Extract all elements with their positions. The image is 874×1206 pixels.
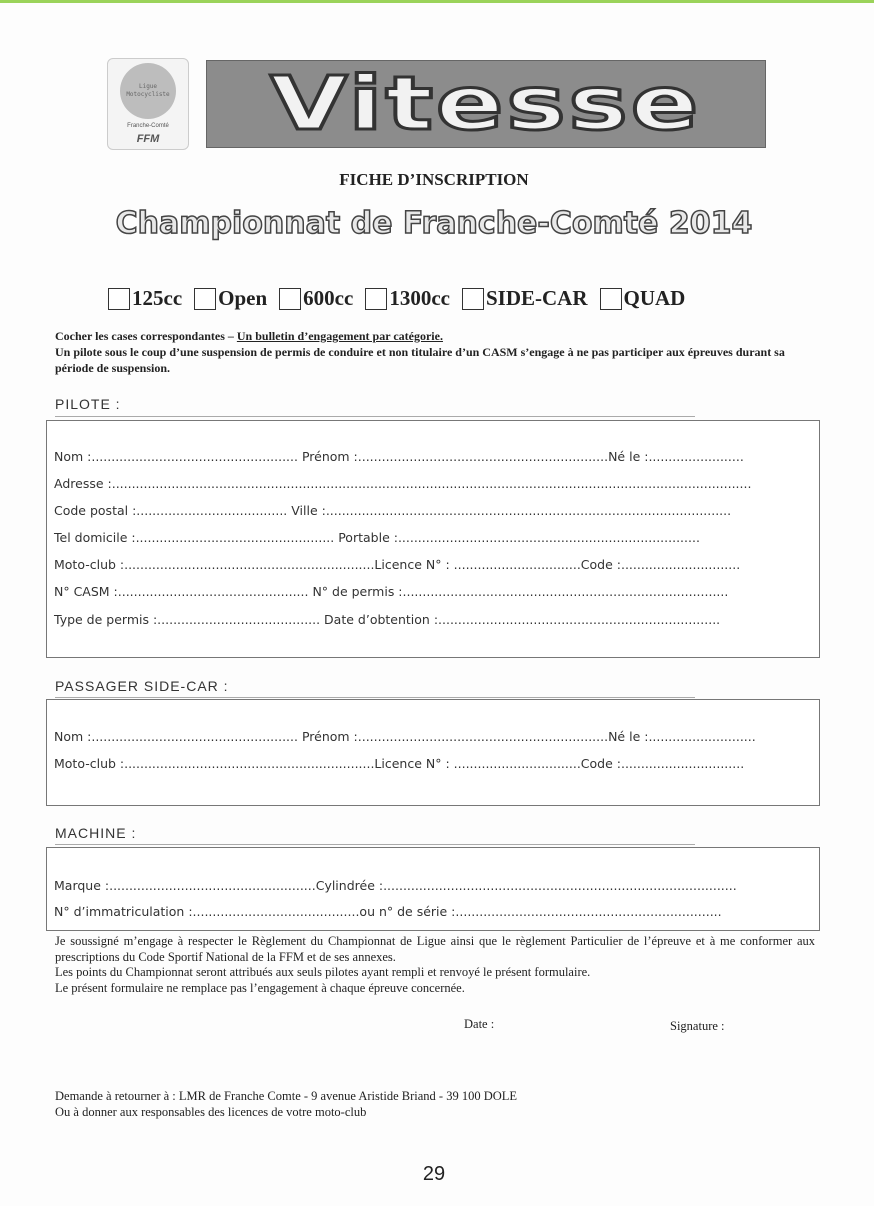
- instruction-underlined: Un bulletin d’engagement par catégorie.: [236, 329, 443, 343]
- checkbox-quad[interactable]: [600, 288, 622, 310]
- legal-paragraph: Les points du Championnat seront attribués aux seuls pilotes ayant rempli et renvoyé le présent formulaire.: [55, 965, 591, 979]
- category-quad[interactable]: [600, 286, 686, 311]
- page-number: 29: [422, 1163, 446, 1185]
- category-label: Open: [218, 286, 268, 310]
- pilote-postcode-field[interactable]: Code postal :...................................... Ville :......................................................................................................: [54, 503, 732, 518]
- category-label: SIDE-CAR: [485, 286, 588, 310]
- section-rule: [55, 844, 695, 845]
- return-line: Ou à donner aux responsables des licences de votre moto-club: [55, 1105, 367, 1119]
- machine-registration-field[interactable]: N° d’immatriculation :..........................................ou n° de série :...................................................................: [54, 904, 722, 919]
- category-label: 600cc: [303, 286, 354, 310]
- championship-title: Championnat de Franche-Comté 2014: [115, 206, 753, 241]
- pilote-club-field[interactable]: Moto-club :...............................................................Licence N° : ................................Code :..............................: [54, 557, 741, 572]
- category-label: QUAD: [623, 286, 686, 310]
- passager-box: [46, 699, 820, 806]
- pilote-phone-field[interactable]: Tel domicile :.................................................. Portable :............................................................................: [54, 530, 700, 545]
- category-label: 125cc: [132, 286, 183, 310]
- checkbox-open[interactable]: [194, 288, 216, 310]
- legal-paragraph: Je soussigné m’engage à respecter le Règlement du Championnat de Ligue ainsi que le règlement Particulier de l’épreuve et à me conformer aux prescriptions du Code Sportif National de la FFM et de ses annexes.: [55, 934, 815, 964]
- category-open[interactable]: [194, 286, 267, 311]
- legal-statement: [55, 934, 815, 996]
- legal-paragraph: Le présent formulaire ne remplace pas l’engagement à chaque épreuve concernée.: [55, 980, 465, 995]
- category-600cc[interactable]: [279, 286, 353, 311]
- return-address: [55, 1088, 517, 1120]
- logo-ffm: FFM: [136, 133, 160, 145]
- date-label: Date :: [464, 1017, 495, 1031]
- pilote-name-field[interactable]: Nom :.................................................... Prénom :...............................................................Né le :........................: [54, 449, 744, 464]
- suspension-notice: Un pilote sous le coup d’une suspension de permis de conduire et non titulaire d’un CASM s’engage à ne pas participer aux épreuves durant sa période de suspension.: [55, 345, 785, 375]
- category-1300cc[interactable]: [365, 286, 450, 311]
- checkbox-1300cc[interactable]: [365, 288, 387, 310]
- top-edge-line: [0, 0, 874, 3]
- pilote-casm-field[interactable]: N° CASM :................................................ N° de permis :..................................................................................: [54, 584, 729, 599]
- instruction-text: Cocher les cases correspondantes –: [55, 329, 237, 343]
- section-title-passager: PASSAGER SIDE-CAR :: [55, 678, 229, 694]
- category-checkboxes: [108, 286, 685, 311]
- title-banner: [206, 60, 766, 148]
- section-title-pilote: PILOTE :: [55, 396, 121, 412]
- banner-title: Vitesse: [270, 61, 702, 147]
- logo-region: Franche-Comté: [127, 123, 169, 129]
- checkbox-side-car[interactable]: [462, 288, 484, 310]
- category-side-car[interactable]: [462, 286, 588, 311]
- league-logo: [107, 58, 189, 150]
- section-rule: [55, 416, 695, 417]
- passager-name-field[interactable]: Nom :.................................................... Prénom :...............................................................Né le :...........................: [54, 729, 756, 744]
- form-heading: FICHE D’INSCRIPTION: [339, 170, 529, 189]
- category-label: 1300cc: [389, 286, 450, 310]
- logo-circle-text: Ligue Motocycliste: [126, 83, 170, 98]
- checkbox-600cc[interactable]: [279, 288, 301, 310]
- section-rule: [55, 697, 695, 698]
- passager-club-field[interactable]: Moto-club :...............................................................Licence N° : ................................Code :...............................: [54, 756, 745, 771]
- signature-label: Signature :: [670, 1019, 725, 1033]
- category-125cc[interactable]: [108, 286, 182, 311]
- instructions: [55, 328, 795, 376]
- section-title-machine: MACHINE :: [55, 825, 137, 841]
- pilote-permit-field[interactable]: Type de permis :......................................... Date d’obtention :.......................................................................: [54, 612, 721, 627]
- pilote-address-field[interactable]: Adresse :.................................................................................................................................................................: [54, 476, 752, 491]
- logo-emblem: [120, 63, 176, 119]
- checkbox-125cc[interactable]: [108, 288, 130, 310]
- return-line: Demande à retourner à : LMR de Franche Comte - 9 avenue Aristide Briand - 39 100 DOLE: [55, 1089, 518, 1103]
- machine-brand-field[interactable]: Marque :....................................................Cylindrée :.........................................................................................: [54, 878, 737, 893]
